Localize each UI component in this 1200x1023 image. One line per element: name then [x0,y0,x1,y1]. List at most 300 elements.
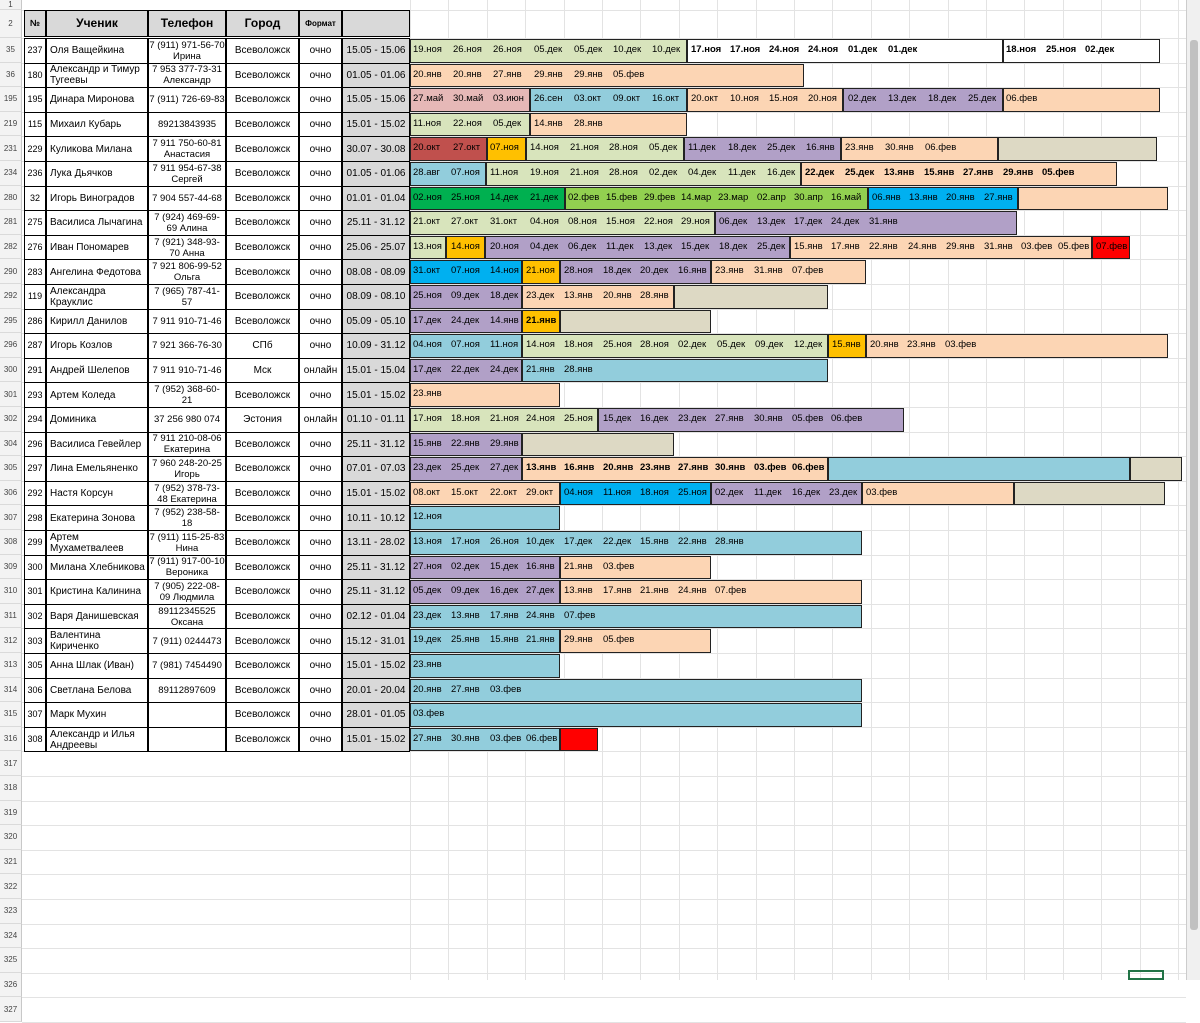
lesson-date[interactable]: 13.ноя [413,240,442,252]
lesson-date[interactable]: 17.ноя [730,44,761,55]
row-number[interactable]: 2 [0,10,22,38]
lesson-date[interactable]: 18.дек [928,93,957,105]
cell-period[interactable]: 01.05 - 01.06 [342,63,410,89]
lesson-date[interactable]: 27.янв [493,68,522,80]
lesson-date[interactable]: 13.янв [526,462,557,474]
lesson-date[interactable]: 29.янв [490,437,519,449]
cell-format[interactable]: очно [299,382,342,408]
lesson-date[interactable]: 23.янв [715,265,744,277]
header-city[interactable]: Город [226,10,299,37]
lesson-date[interactable]: 17.дек [413,314,442,326]
cell-name[interactable]: Светлана Белова [46,678,148,704]
lesson-date[interactable]: 31.окт [490,216,518,228]
cell-phone[interactable]: 37 256 980 074 [148,407,226,433]
lesson-date[interactable]: 20.ноя [490,240,519,252]
lesson-date[interactable]: 05.дек [717,339,746,351]
lesson-date[interactable]: 29.окт [526,486,554,498]
cell-num[interactable]: 276 [24,235,46,261]
lesson-date[interactable]: 24.дек [831,216,860,228]
lesson-date[interactable]: 07.фев [792,265,824,277]
cell-name[interactable]: Лина Емельяненко [46,456,148,482]
lesson-date[interactable]: 13.дек [644,240,673,252]
lesson-date[interactable]: 17.дек [413,363,442,375]
lesson-date[interactable]: 25.дек [845,167,875,178]
cell-format[interactable]: очно [299,628,342,654]
row-number[interactable]: 312 [0,628,22,653]
cell-num[interactable]: 229 [24,136,46,162]
cell-city[interactable]: СПб [226,333,299,359]
cell-name[interactable]: Андрей Шелепов [46,358,148,384]
cell-city[interactable]: Всеволожск [226,161,299,187]
cell-phone[interactable]: 7 911 210-08-06 Екатерина [148,432,226,458]
row-number[interactable]: 311 [0,604,22,629]
cell-num[interactable]: 294 [24,407,46,433]
lesson-date[interactable]: 16.дек [640,413,669,424]
cell-name[interactable]: Куликова Милана [46,136,148,162]
lesson-block-khaki[interactable] [560,310,711,334]
cell-format[interactable]: очно [299,63,342,89]
cell-name[interactable]: Кирилл Данилов [46,309,148,335]
cell-city[interactable]: Всеволожск [226,382,299,408]
lesson-date[interactable]: 15.фев [606,191,638,203]
lesson-date[interactable]: 27.дек [490,462,519,474]
cell-phone[interactable]: 7 (965) 787-41-57 [148,284,226,310]
cell-period[interactable]: 08.08 - 08.09 [342,259,410,285]
cell-format[interactable]: очно [299,505,342,531]
lesson-date[interactable]: 06.фев [792,462,825,474]
cell-period[interactable]: 15.05 - 15.06 [342,38,410,64]
lesson-date[interactable]: 21.янв [526,363,555,375]
cell-period[interactable]: 15.12 - 31.01 [342,628,410,654]
lesson-date[interactable]: 23.мар [718,191,749,203]
cell-city[interactable]: Всеволожск [226,702,299,728]
cell-phone[interactable]: 7 921 366-76-30 [148,333,226,359]
lesson-date[interactable]: 28.авг [413,167,441,178]
lesson-date[interactable]: 01.дек [888,44,918,55]
cell-format[interactable]: очно [299,186,342,212]
lesson-date[interactable]: 28.янв [574,117,603,129]
lesson-date[interactable]: 02.дек [1085,44,1115,55]
lesson-date[interactable]: 16.дек [767,167,796,178]
cell-phone[interactable]: 7 (911) 917-00-10 Вероника [149,556,225,579]
cell-phone[interactable]: 7 911 910-71-46 [148,309,226,335]
cell-city[interactable]: Всеволожск [226,112,299,138]
lesson-block-khaki[interactable] [1014,482,1165,506]
lesson-date[interactable]: 28.ноя [609,167,638,178]
cell-format[interactable]: очно [299,653,342,679]
lesson-date[interactable]: 24.ноя [526,413,555,424]
cell-city[interactable]: Всеволожск [226,136,299,162]
cell-num[interactable]: 297 [24,456,46,482]
cell-period[interactable]: 15.01 - 15.04 [342,358,410,384]
cell-num[interactable]: 291 [24,358,46,384]
lesson-date[interactable]: 27.окт [451,216,479,228]
cell-num[interactable]: 119 [24,284,46,310]
lesson-date[interactable]: 31.окт [413,265,441,277]
lesson-date[interactable]: 02.дек [848,93,877,105]
lesson-date[interactable]: 09.окт [613,93,641,105]
lesson-block-blue[interactable] [828,457,1130,481]
lesson-date[interactable]: 14.ноя [490,265,519,277]
lesson-date[interactable]: 08.окт [413,486,441,498]
lesson-date[interactable]: 20.янв [413,683,442,695]
cell-num[interactable]: 237 [24,38,46,64]
cell-num[interactable]: 180 [24,63,46,89]
lesson-date[interactable]: 18.дек [490,290,519,301]
cell-period[interactable]: 30.07 - 30.08 [342,136,410,162]
cell-phone[interactable]: 7 (952) 368-60-21 [148,382,226,408]
lesson-date[interactable]: 15.янв [832,339,861,351]
row-number[interactable]: 315 [0,702,22,727]
cell-name[interactable]: Игорь Козлов [46,333,148,359]
lesson-date[interactable]: 04.ноя [530,216,559,228]
lesson-date[interactable]: 04.ноя [413,339,442,351]
lesson-date[interactable]: 26.ноя [490,536,519,547]
lesson-date[interactable]: 21.ноя [570,167,599,178]
lesson-date[interactable]: 22.дек [805,167,835,178]
cell-phone[interactable]: 7 921 806-99-52 Ольга [148,259,226,285]
lesson-date[interactable]: 19.ноя [530,167,559,178]
lesson-date[interactable]: 24.дек [451,314,480,326]
lesson-date[interactable]: 17.дек [794,216,823,228]
lesson-date[interactable]: 27.янв [451,683,480,695]
lesson-date[interactable]: 15.окт [451,486,479,498]
row-number[interactable]: 35 [0,38,22,63]
lesson-date[interactable]: 11.ноя [603,486,632,498]
cell-num[interactable]: 300 [24,555,46,581]
cell-num[interactable]: 299 [24,530,46,556]
lesson-date[interactable]: 17.янв [603,585,632,597]
lesson-date[interactable]: 29.фев [644,191,676,203]
lesson-date[interactable]: 04.дек [530,240,559,252]
header-student[interactable]: Ученик [46,10,148,37]
lesson-date[interactable]: 03.фев [413,708,445,720]
lesson-date[interactable]: 03.июн [493,93,524,105]
lesson-date[interactable]: 09.дек [451,585,480,597]
lesson-date[interactable]: 06.фев [1006,93,1038,105]
lesson-date[interactable]: 24.ноя [769,44,800,55]
cell-city[interactable]: Всеволожск [226,481,299,507]
cell-format[interactable]: очно [299,579,342,605]
cell-name[interactable]: Михаил Кубарь [46,112,148,138]
cell-period[interactable]: 07.01 - 07.03 [342,456,410,482]
cell-num[interactable]: 302 [24,604,46,630]
lesson-date[interactable]: 02.дек [451,560,480,572]
cell-city[interactable]: Всеволожск [226,210,299,236]
cell-format[interactable]: очно [299,456,342,482]
row-number[interactable]: 310 [0,579,22,604]
lesson-date[interactable]: 28.ноя [640,339,669,351]
lesson-date[interactable]: 14.янв [490,314,519,326]
cell-format[interactable]: очно [299,678,342,704]
lesson-date[interactable]: 25.ноя [678,486,707,498]
lesson-date[interactable]: 03.фев [1021,240,1053,252]
row-number[interactable]: 327 [0,997,22,1022]
lesson-date[interactable]: 21.янв [526,314,557,326]
lesson-date[interactable]: 17.янв [831,240,860,252]
row-number[interactable]: 304 [0,432,22,457]
lesson-date[interactable]: 10.дек [613,44,642,55]
lesson-date[interactable]: 10.дек [526,536,555,547]
lesson-date[interactable]: 26.сен [534,93,563,105]
cell-period[interactable]: 05.09 - 05.10 [342,309,410,335]
cell-period[interactable]: 20.01 - 20.04 [342,678,410,704]
lesson-date[interactable]: 20.дек [640,265,669,277]
lesson-date[interactable]: 16.окт [652,93,680,105]
header-num[interactable]: № [24,10,46,37]
row-number[interactable]: 302 [0,407,22,432]
row-number[interactable]: 320 [0,825,22,850]
header-format[interactable]: Формат [299,10,342,37]
lesson-date[interactable]: 31.янв [754,265,783,277]
lesson-date[interactable]: 28.ноя [609,142,638,154]
cell-phone[interactable]: 7 911 750-60-81 Анастасия [148,136,226,162]
lesson-date[interactable]: 11.ноя [490,167,519,178]
lesson-date[interactable]: 07.фев [564,609,596,621]
cell-format[interactable]: онлайн [299,358,342,384]
cell-name[interactable]: Артем Мухаметвалеев [46,530,148,556]
scrollbar-thumb[interactable] [1190,40,1198,930]
lesson-date[interactable]: 19.дек [413,634,442,646]
lesson-date[interactable]: 05.дек [534,44,563,55]
row-number[interactable]: 305 [0,456,22,481]
cell-phone[interactable]: 7 911 954-67-38 Сергей [148,161,226,187]
row-number[interactable]: 323 [0,899,22,924]
lesson-block-peach[interactable] [1018,187,1168,211]
cell-phone[interactable]: 7 904 557-44-68 [148,186,226,212]
lesson-date[interactable]: 27.май [413,93,444,105]
cell-period[interactable]: 10.11 - 10.12 [342,505,410,531]
lesson-date[interactable]: 20.янв [870,339,899,351]
lesson-date[interactable]: 10.ноя [730,93,759,105]
lesson-date[interactable]: 23.дек [678,413,707,424]
vertical-scrollbar[interactable] [1186,0,1200,980]
row-number[interactable]: 290 [0,259,22,284]
lesson-date[interactable]: 07.фев [1096,240,1128,252]
lesson-date[interactable]: 23.янв [640,462,671,474]
cell-phone[interactable]: 7 (952) 378-73-48 Екатерина [148,481,226,507]
lesson-date[interactable]: 23.янв [845,142,874,154]
cell-format[interactable]: очно [299,259,342,285]
lesson-date[interactable]: 27.янв [963,167,994,178]
cell-format[interactable]: онлайн [299,407,342,433]
lesson-date[interactable]: 01.дек [848,44,878,55]
cell-phone[interactable]: 7 (981) 7454490 [148,653,226,679]
lesson-date[interactable]: 30.янв [885,142,914,154]
row-number[interactable]: 324 [0,924,22,949]
row-number[interactable]: 280 [0,186,22,211]
lesson-date[interactable]: 20.янв [603,290,632,301]
cell-num[interactable]: 292 [24,481,46,507]
lesson-date[interactable]: 22.ноя [453,117,482,129]
lesson-date[interactable]: 23.дек [413,462,442,474]
cell-period[interactable]: 01.10 - 01.11 [342,407,410,433]
lesson-date[interactable]: 25.ноя [1046,44,1077,55]
lesson-date[interactable]: 23.янв [413,659,442,670]
lesson-date[interactable]: 27.янв [413,732,442,744]
lesson-date[interactable]: 20.ноя [808,93,837,105]
cell-city[interactable]: Всеволожск [226,259,299,285]
lesson-date[interactable]: 20.янв [946,191,975,203]
cell-phone[interactable]: 89112897609 [148,678,226,704]
lesson-date[interactable]: 28.янв [715,536,744,547]
lesson-block-red[interactable] [560,728,598,752]
lesson-date[interactable]: 18.ноя [564,339,593,351]
cell-format[interactable]: очно [299,481,342,507]
lesson-date[interactable]: 03.фев [490,732,522,744]
lesson-date[interactable]: 06.дек [719,216,748,228]
lesson-date[interactable]: 21.янв [526,634,555,646]
cell-num[interactable]: 32 [24,186,46,212]
lesson-date[interactable]: 15.ноя [606,216,635,228]
lesson-date[interactable]: 21.янв [564,560,593,572]
cell-num[interactable]: 306 [24,678,46,704]
lesson-date[interactable]: 10.дек [652,44,681,55]
lesson-block-khaki[interactable] [674,285,828,309]
lesson-date[interactable]: 03.фев [866,486,898,498]
lesson-date[interactable]: 16.янв [526,560,555,572]
cell-format[interactable]: очно [299,112,342,138]
cell-period[interactable]: 10.09 - 31.12 [342,333,410,359]
lesson-date[interactable]: 24.янв [908,240,937,252]
cell-period[interactable]: 15.01 - 15.02 [342,112,410,138]
lesson-date[interactable]: 19.ноя [413,44,442,55]
cell-num[interactable]: 305 [24,653,46,679]
header-phone[interactable]: Телефон [148,10,226,37]
lesson-date[interactable]: 14.ноя [451,240,480,252]
cell-name[interactable]: Милана Хлебникова [46,555,148,581]
lesson-date[interactable]: 21.янв [640,585,669,597]
row-number[interactable]: 295 [0,309,22,334]
lesson-date[interactable]: 07.ноя [451,339,480,351]
cell-period[interactable]: 28.01 - 01.05 [342,702,410,728]
lesson-date[interactable]: 23.дек [829,486,858,498]
cell-phone[interactable] [148,727,226,753]
cell-num[interactable]: 195 [24,87,46,113]
cell-phone[interactable]: 7 (924) 469-69-69 Алина [148,210,226,236]
cell-phone[interactable]: 7 911 910-71-46 [148,358,226,384]
lesson-date[interactable]: 11.дек [606,240,634,252]
lesson-date[interactable]: 07.ноя [451,265,480,277]
lesson-date[interactable]: 18.дек [719,240,748,252]
cell-city[interactable]: Всеволожск [226,505,299,531]
cell-num[interactable]: 293 [24,382,46,408]
row-number[interactable]: 313 [0,653,22,678]
lesson-date[interactable]: 31.янв [984,240,1013,252]
cell-phone[interactable]: 7 953 377-73-31 Александр [148,63,226,89]
cell-phone[interactable] [148,702,226,728]
row-number[interactable]: 195 [0,87,22,112]
lesson-date[interactable]: 05.фев [613,68,645,80]
lesson-date[interactable]: 11.ноя [490,339,519,351]
lesson-date[interactable]: 15.дек [490,560,519,572]
row-number[interactable]: 292 [0,284,22,309]
lesson-date[interactable]: 02.дек [715,486,744,498]
lesson-date[interactable]: 21.ноя [526,265,555,277]
cell-num[interactable]: 301 [24,579,46,605]
lesson-date[interactable]: 06.фев [925,142,957,154]
cell-period[interactable]: 25.11 - 31.12 [342,579,410,605]
row-number[interactable]: 1 [0,0,22,10]
cell-period[interactable]: 25.11 - 31.12 [342,555,410,581]
cell-name[interactable]: Настя Корсун [46,481,148,507]
lesson-date[interactable]: 25.дек [451,462,480,474]
cell-name[interactable]: Марк Мухин [46,702,148,728]
cell-num[interactable]: 287 [24,333,46,359]
lesson-date[interactable]: 20.окт [413,142,441,154]
lesson-date[interactable]: 05.дек [574,44,603,55]
lesson-date[interactable]: 18.дек [728,142,757,154]
lesson-date[interactable]: 21.окт [413,216,441,228]
cell-format[interactable]: очно [299,87,342,113]
lesson-date[interactable]: 02.дек [678,339,707,351]
lesson-date[interactable]: 07.ноя [451,167,480,178]
lesson-date[interactable]: 27.ноя [413,560,442,572]
lesson-date[interactable]: 27.янв [984,191,1013,203]
lesson-date[interactable]: 25.ноя [603,339,632,351]
lesson-block-khaki[interactable] [1130,457,1182,481]
cell-phone[interactable]: 89213843935 [148,112,226,138]
cell-format[interactable]: очно [299,555,342,581]
lesson-date[interactable]: 20.янв [603,462,634,474]
row-number[interactable]: 231 [0,136,22,161]
lesson-date[interactable]: 16.дек [490,585,519,597]
lesson-date[interactable]: 06.фев [526,732,558,744]
lesson-date[interactable]: 05.дек [649,142,678,154]
cell-num[interactable]: 275 [24,210,46,236]
cell-period[interactable]: 01.05 - 01.06 [342,161,410,187]
lesson-date[interactable]: 15.дек [681,240,710,252]
cell-name[interactable]: Лука Дьячков [46,161,148,187]
cell-city[interactable]: Всеволожск [226,579,299,605]
cell-format[interactable]: очно [299,136,342,162]
row-number[interactable]: 234 [0,161,22,186]
cell-city[interactable]: Эстония [226,407,299,433]
lesson-date[interactable]: 13.янв [564,290,593,301]
lesson-date[interactable]: 13.дек [757,216,786,228]
lesson-date[interactable]: 28.янв [640,290,669,301]
cell-format[interactable]: очно [299,432,342,458]
lesson-date[interactable]: 03.фев [754,462,787,474]
lesson-date[interactable]: 15.янв [794,240,823,252]
cell-format[interactable]: очно [299,161,342,187]
cell-num[interactable]: 283 [24,259,46,285]
lesson-date[interactable]: 28.янв [564,363,593,375]
lesson-date[interactable]: 11.дек [728,167,756,178]
cell-format[interactable]: очно [299,38,342,64]
lesson-date[interactable]: 13.янв [564,585,593,597]
cell-name[interactable]: Доминика [46,407,148,433]
lesson-date[interactable]: 24.ноя [808,44,839,55]
cell-city[interactable]: Всеволожск [226,530,299,556]
lesson-date[interactable]: 27.янв [678,462,709,474]
cell-phone[interactable]: 7 (911) 0244473 [148,628,226,654]
lesson-date[interactable]: 25.дек [968,93,997,105]
lesson-block-blue[interactable] [410,703,862,727]
cell-city[interactable]: Всеволожск [226,235,299,261]
lesson-date[interactable]: 14.ноя [530,142,559,154]
row-number[interactable]: 325 [0,948,22,973]
lesson-date[interactable]: 18.дек [603,265,632,277]
cell-phone[interactable]: 7 (911) 115-25-83 Нина [149,531,225,554]
cell-num[interactable]: 286 [24,309,46,335]
cell-period[interactable]: 15.01 - 15.02 [342,382,410,408]
cell-num[interactable]: 307 [24,702,46,728]
row-number[interactable]: 319 [0,801,22,826]
cell-city[interactable]: Всеволожск [226,456,299,482]
row-number[interactable]: 316 [0,727,22,752]
lesson-block-khaki[interactable] [522,433,674,457]
